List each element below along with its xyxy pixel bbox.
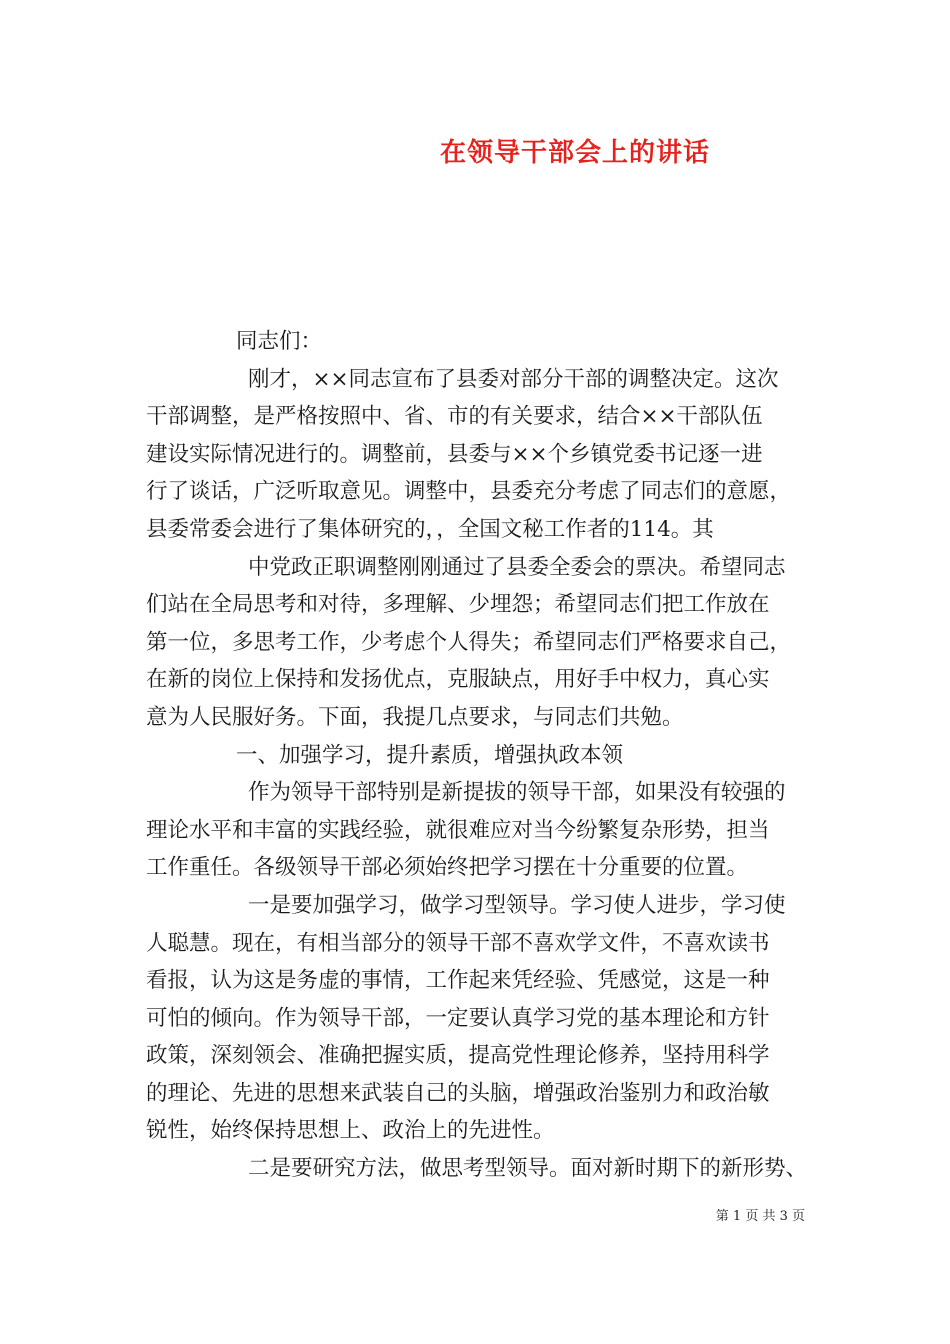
text-line: 干部调整，是严格按照中、省、市的有关要求，结合××干部队伍 <box>146 404 763 430</box>
text-line: 第一位，多思考工作，少考虑个人得失；希望同志们严格要求自己， <box>146 629 792 655</box>
text-line: 锐性，始终保持思想上、政治上的先进性。 <box>146 1118 555 1144</box>
text-line: 人聪慧。现在，有相当部分的领导干部不喜欢学文件，不喜欢读书 <box>146 930 770 956</box>
text-line: 理论水平和丰富的实践经验，就很难应对当今纷繁复杂形势，担当 <box>146 817 770 843</box>
text-line: 在新的岗位上保持和发扬优点，克服缺点，用好手中权力，真心实 <box>146 667 770 693</box>
text-line: 作为领导干部特别是新提拔的领导干部，如果没有较强的 <box>248 780 786 806</box>
document-body <box>146 323 812 1188</box>
text-line: 的理论、先进的思想来武装自己的头脑，增强政治鉴别力和政治敏 <box>146 1080 770 1106</box>
text-line: 工作重任。各级领导干部必须始终把学习摆在十分重要的位置。 <box>146 855 749 881</box>
text-line: 同志们： <box>236 329 323 354</box>
page-footer: 第 1 页 共 3 页 <box>715 1209 805 1224</box>
text-line: 可怕的倾向。作为领导干部，一定要认真学习党的基本理论和方针 <box>146 1005 770 1031</box>
text-line: 一是要加强学习，做学习型领导。学习使人进步，学习使 <box>248 892 786 918</box>
text-line: 们站在全局思考和对待，多理解、少埋怨；希望同志们把工作放在 <box>146 592 770 618</box>
text-line: 看报，认为这是务虚的事情，工作起来凭经验、凭感觉，这是一种 <box>146 968 770 994</box>
text-line: 刚才，××同志宣布了县委对部分干部的调整决定。这次 <box>248 366 779 392</box>
text-line: 意为人民服好务。下面，我提几点要求，与同志们共勉。 <box>146 704 684 730</box>
text-line: 建设实际情况进行的。调整前，县委与××个乡镇党委书记逐一进 <box>146 441 763 467</box>
text-line: 政策，深刻领会、准确把握实质，提高党性理论修养，坚持用科学 <box>146 1043 770 1069</box>
text-line: 二是要研究方法，做思考型领导。面对新时期下的新形势、 <box>248 1156 808 1182</box>
document-title: 在领导干部会上的讲话 <box>439 138 710 168</box>
text-line: 中党政正职调整刚刚通过了县委全委会的票决。希望同志 <box>248 554 786 580</box>
text-line: 县委常委会进行了集体研究的，，全国文秘工作者的114。其 <box>146 516 714 542</box>
text-line: 行了谈话，广泛听取意见。调整中，县委充分考虑了同志们的意愿， <box>146 479 792 505</box>
text-line: 一、加强学习，提升素质，增强执政本领 <box>236 742 624 768</box>
